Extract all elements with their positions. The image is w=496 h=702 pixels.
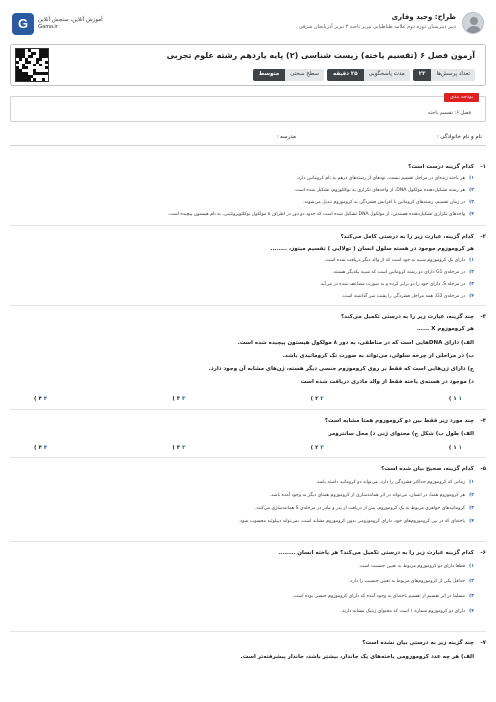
question-4: ۴- چند مورد زیر فقط بین دو کروموزوم همتا مشابه است؟ الف) طول ب) شکل ج) محتوای ژنی د) محل سانترومر ۱ ۱ ) ۲ ۲ ) ۳ ۳ ) ۴ ۴ ) bbox=[10, 414, 486, 458]
horizontal-options bbox=[34, 445, 462, 452]
author-avatar bbox=[462, 12, 484, 34]
qr-code-icon[interactable] bbox=[15, 48, 49, 82]
school-label[interactable]: مدرسه : bbox=[276, 134, 296, 140]
question-5: ۵- کدام گزینه، صحیح بیان شده است؟ ۱)زمانی که کروموزوم حداکثر فشردگی را دارد، می‌تواند دو کروماتید داشته باشد. ۲)هر کروموزوم همتا، در انسان، می‌تواند در اثر همانندسازی از کروموزوم همتای دیگر به وجود آمده باشد. ۳)کروماتیدهای خواهری مربوط به یک کروموزوم، پس از دریافت از پدر و مادر در مرحله‌ی S همانندسازی می‌کنند. ۴)یاخته‌ای که در بین کروموزوم‌های خود، دارای کروموزومی بدون کروموزوم مشابه است، نمی‌تواند دیپلوئید محسوب شود. bbox=[10, 462, 486, 542]
option[interactable]: ۴ ۴ ) bbox=[34, 396, 48, 402]
brand-logo-icon: G bbox=[12, 13, 34, 35]
question-3: ۳- چند گزینه، عبارت زیر را به درستی تکمیل می‌کند؟ هر کروموزوم X ...... الف) دارای DNA‌هایی است که در مناطقی، به دور ۸ مولکول هیستون پیچیده شده است. ب) در مراحلی از چرخه سلولی، می‌تواند به صورت تک کروماتیدی باشد. ج) دارای ژن‌هایی است که فقط بر روی کروموزوم جنسی دیگر هسته، ژن‌های مشابه آن وجود دارد. د) موجود در هسته‌ی یاخته فقط از والد مادری دریافت شده است ۱ ۱ ) ۲ ۲ ) ۳ ۳ ) ۴ ۴ ) bbox=[10, 310, 486, 410]
option[interactable]: ۱ ۱ ) bbox=[448, 445, 462, 451]
option[interactable]: ۲)هر رشته تشکیل‌دهنده مولکول DNA، از واحدهای تکراری به نوکلئوزوم، تشکیل شده است. bbox=[293, 188, 474, 193]
difficulty-chip: سطح سختی متوسط bbox=[253, 69, 324, 81]
question-7: ۷- چند گزینه زیر به درستی بیان نشده است؟ الف) هر چه عدد کروموزومی یاخته‌های یک جاندار، بیشتر باشد، جاندار پیشرفته‌تر است. bbox=[240, 640, 486, 660]
option[interactable]: ۳ ۳ ) bbox=[172, 445, 186, 451]
option[interactable]: ۱)هر یاخته زنده‌ای در مراحل تقسیم نیست، تودهای از رشته‌های درهم به نام کروماتین دارد. bbox=[296, 176, 474, 181]
brand[interactable] bbox=[12, 12, 103, 36]
option[interactable]: ۲)حداقل یکی از کروموزوم‌های مربوط به تعیین جنسیت را دارد. bbox=[348, 579, 474, 584]
option[interactable]: ۳)کروماتیدهای خواهری مربوط به یک کروموزوم، پس از دریافت از پدر و مادر در مرحله‌ی S همانندسازی می‌کنند. bbox=[254, 506, 474, 511]
option[interactable]: ۴)واحدهای تکراری تشکیل‌دهنده هسته‌تن، از مولکول DNA تشکیل شده است که حدود دو دور در اطراف ۸ مولکول نوکلئوپروتئینی، به نام هیستون پیچیده است. bbox=[167, 212, 474, 217]
option[interactable]: ۳)مسلما در اثر تقسیم از تقسیم یاخته‌ای به وجود آمده که دارای کروموزوم جنسی بوده است. bbox=[292, 594, 474, 599]
horizontal-options bbox=[34, 396, 462, 403]
option[interactable]: ۴)در مرحله‌ی G2، همه مراحل فشردگی را پشت سر گذاشته است. bbox=[341, 294, 474, 299]
option[interactable]: ۳)در مرحله S، دارای خود را دو برابر کرده و به صورت مضاعف شده در می‌آید. bbox=[319, 282, 474, 287]
option[interactable]: ۳)در زمان تقسیم، رشته‌های کروماتین با افزایش فشردگی به کروموزوم تبدیل می‌شوند. bbox=[303, 200, 474, 205]
student-name-label[interactable]: نام و نام خانوادگی : bbox=[436, 134, 482, 140]
question-1: ۱- کدام گزینه درست است؟ ۱)هر یاخته زنده‌ای در مراحل تقسیم نیست، تودهای از رشته‌های درهم به نام کروماتین دارد. ۲)هر رشته تشکیل‌دهنده مولکول DNA، از واحدهای تکراری به نوکلئوزوم، تشکیل شده است. ۳)در زمان تقسیم، رشته‌های کروماتین با افزایش فشردگی به کروموزوم تبدیل می‌شوند. ۴)واحدهای تکراری تشکیل‌دهنده هسته‌تن، از مولکول DNA تشکیل شده است که حدود دو دور در اطراف ۸ مولکول نوکلئوپروتئینی، به نام هیستون پیچیده است. bbox=[10, 160, 486, 226]
option[interactable]: ۴)دارای دو کروموزوم شماره ۱ است که محتوای ژنتیک مشابه دارند. bbox=[340, 609, 474, 614]
option[interactable]: ۱)زمانی که کروموزوم حداکثر فشردگی را دارد، می‌تواند دو کروماتید داشته باشد. bbox=[315, 480, 474, 485]
option[interactable]: ۲)هر کروموزوم همتا، در انسان، می‌تواند در اثر همانندسازی از کروموزوم همتای دیگر به وجود آمده باشد. bbox=[269, 493, 474, 498]
author-description: دبیر دبیرستان دوره دوم علامه طباطبایی تبریز ناحیه ۳ تبریز آذربایجان شرقی bbox=[298, 24, 456, 30]
budget-tag: بودجه بندی bbox=[444, 93, 479, 102]
option[interactable]: ۲ ۲ ) bbox=[310, 396, 324, 402]
exam-title: آزمون فصل ۶ (تقسیم یاخته) زیست شناسی (۲) پایه یازدهم رشته علوم تجربی bbox=[166, 51, 475, 60]
brand-tagline: آموزش آنلاین، سنجش آنلاین bbox=[38, 16, 103, 23]
author-name: طراح: وحید وفاری bbox=[391, 13, 456, 21]
page-header bbox=[10, 10, 486, 40]
option[interactable]: ۱ ۱ ) bbox=[448, 396, 462, 402]
question-6: ۶- کدام گزینه عبارت زیر را به درستی تکمیل می‌کند؟ هر یاخته انسان ........ ۱)قطعا دارای دو کروموزوم مربوط به تعیین جنسیت است. ۲)حداقل یکی از کروموزوم‌های مربوط به تعیین جنسیت را دارد. ۳)مسلما در اثر تقسیم از تقسیم یاخته‌ای به وجود آمده که دارای کروموزوم جنسی بوده است. ۴)دارای دو کروموزوم شماره ۱ است که محتوای ژنتیک مشابه دارند. bbox=[10, 546, 486, 632]
budget-chapter: فصل ۶: تقسیم یاخته bbox=[427, 110, 471, 116]
option[interactable]: ۲)در مرحله‌ی G1 دارای دو رشته کروماتین است که شبیه یکدیگر هستند. bbox=[332, 270, 474, 275]
option[interactable]: ۲ ۲ ) bbox=[310, 445, 324, 451]
option[interactable]: ۴ ۴ ) bbox=[34, 445, 48, 451]
question-2: ۲- کدام گزینه، عبارت زیر را به درستی کامل می‌کند؟ هر کروموزوم موجود در هسته سلول انسان ( تولاایی ) تقسیم میتوز، ........ ۱)دارای یک کروموزوم شبیه به خود است که از والد دیگر دریافت شده است. ۲)در مرحله‌ی G1 دارای دو رشته کروماتین است که شبیه یکدیگر هستند. ۳)در مرحله S، دارای خود را دو برابر کرده و به صورت مضاعف شده در می‌آید. ۴)در مرحله‌ی G2، همه مراحل فشردگی را پشت سر گذاشته است. bbox=[10, 230, 486, 306]
option[interactable]: ۱)دارای یک کروموزوم شبیه به خود است که از والد دیگر دریافت شده است. bbox=[324, 258, 474, 263]
duration-chip: مدت پاسخگویی ۲۵ دقیقه bbox=[327, 69, 410, 81]
question-count-chip: تعداد پرسش‌ها ۲۳ bbox=[413, 69, 475, 81]
student-info-row bbox=[10, 132, 486, 146]
budget-box bbox=[10, 96, 486, 122]
exam-stats bbox=[253, 69, 475, 81]
option[interactable]: ۴)یاخته‌ای که در بین کروموزوم‌های خود، دارای کروموزومی بدون کروموزوم مشابه است، نمی‌تواند دیپلوئید محسوب شود. bbox=[238, 519, 474, 524]
option[interactable]: ۱)قطعا دارای دو کروموزوم مربوط به تعیین جنسیت است. bbox=[358, 564, 474, 569]
exam-info-box bbox=[10, 44, 486, 86]
option[interactable]: ۳ ۳ ) bbox=[172, 396, 186, 402]
brand-domain: Gama.ir bbox=[38, 24, 58, 30]
